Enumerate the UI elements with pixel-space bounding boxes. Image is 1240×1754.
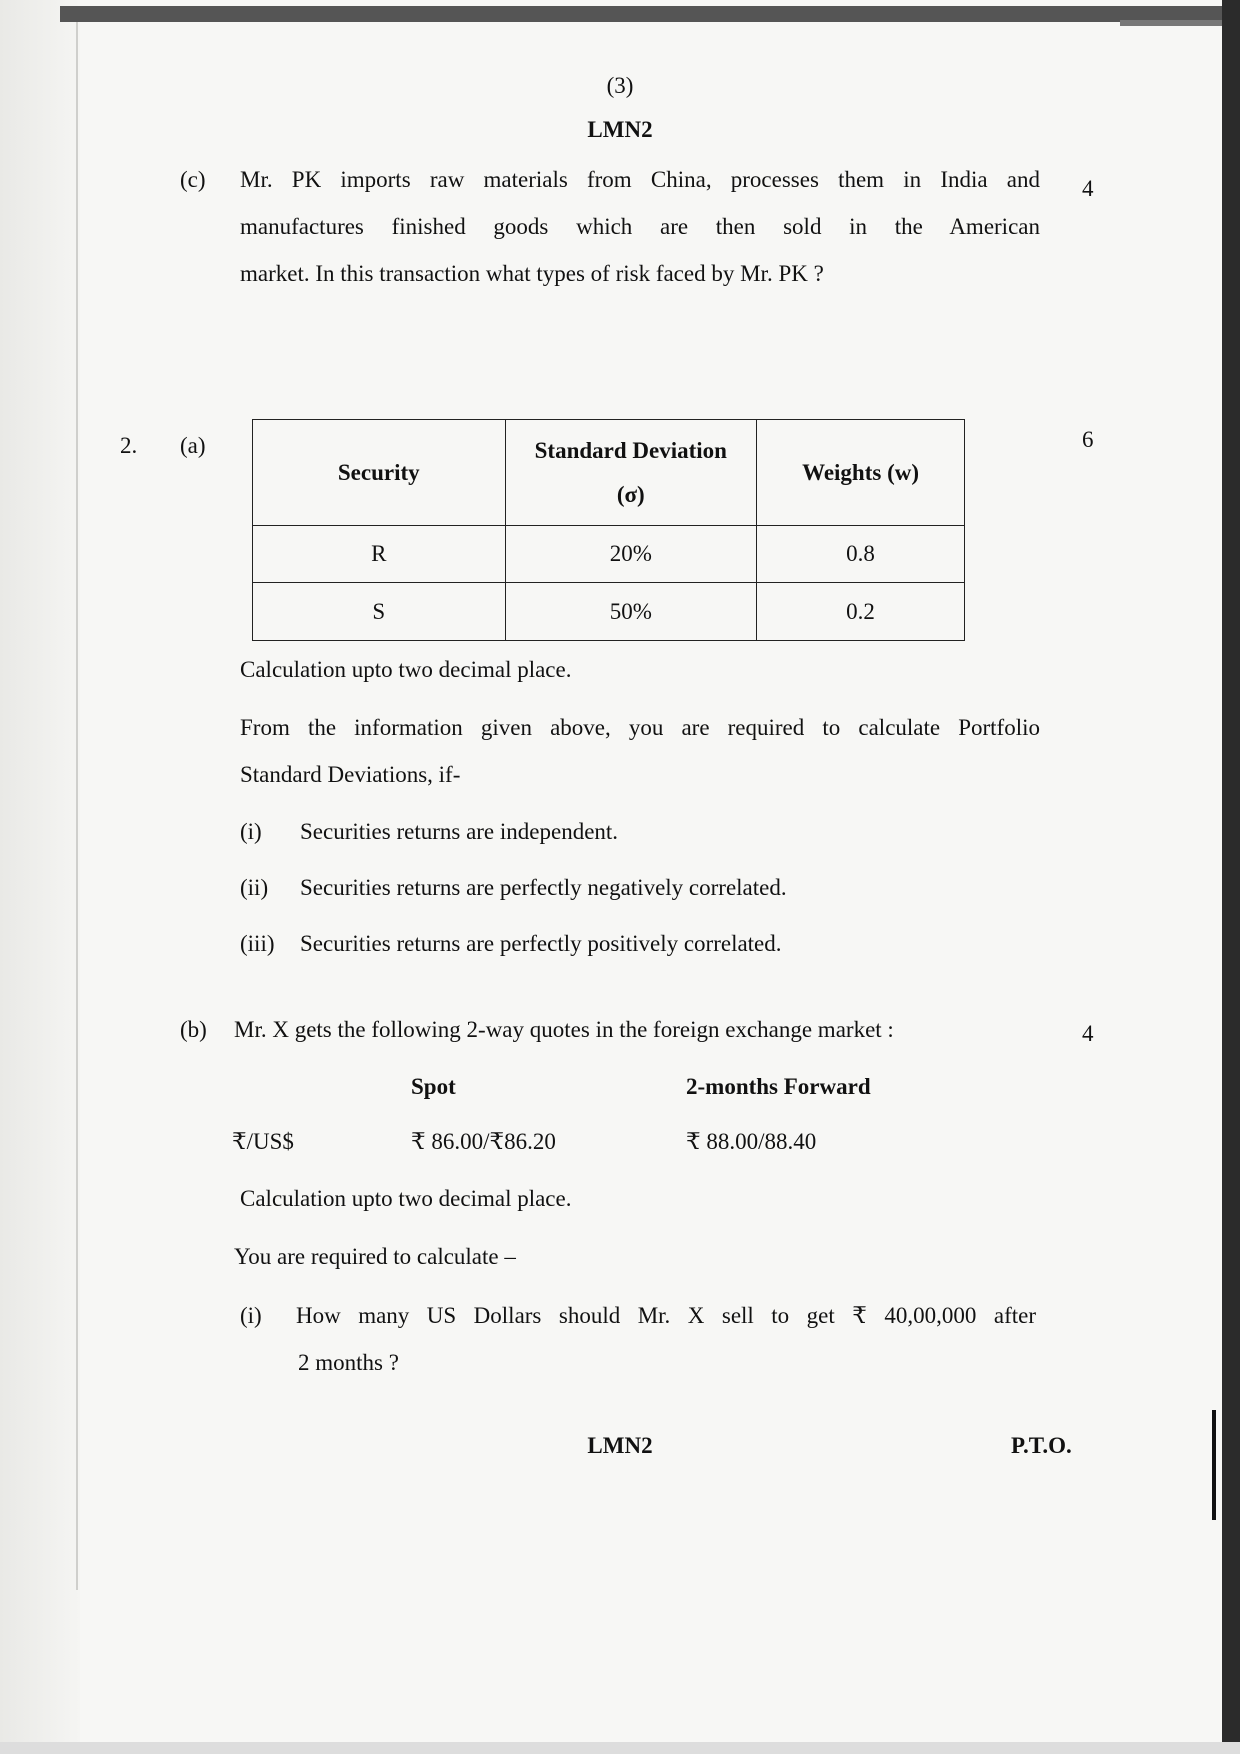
q2b-item-line-1: How many US Dollars should Mr. X sell to get ₹ 40,00,000 after: [296, 1303, 1036, 1328]
q2b-question: Mr. X gets the following 2-way quotes in the foreign exchange market :: [234, 1017, 894, 1042]
table-row: [253, 526, 965, 583]
cell-sd: 20%: [505, 526, 757, 583]
q2b-item-num: (i): [240, 1303, 262, 1328]
q1c-label: (c): [180, 167, 206, 192]
paper-code-footer: LMN2: [587, 1433, 653, 1458]
header-weights: Weights (w): [757, 420, 965, 526]
binding-rule: [76, 20, 78, 1590]
q1c-line-3: market. In this transaction what types of risk faced by Mr. PK ?: [240, 261, 824, 286]
q2b-note: Calculation upto two decimal place.: [240, 1186, 572, 1211]
cell-security: R: [253, 526, 506, 583]
q1c-line-1: Mr. PK imports raw materials from China, processes them in India and: [240, 167, 1040, 192]
q2a-item-num: (iii): [240, 931, 275, 956]
q2a-marks: 6: [1082, 427, 1094, 452]
scan-bottom-edge: [0, 1742, 1240, 1754]
q2a-instruction-line-1: From the information given above, you are required to calculate Portfolio: [240, 715, 1040, 740]
header-standard-deviation: Standard Deviation (σ): [505, 420, 757, 526]
cell-sd: 50%: [505, 583, 757, 641]
page-shadow-left: [0, 0, 80, 1754]
quote-header-forward: 2-months Forward: [686, 1074, 871, 1099]
q1c-line-2: manufactures finished goods which are then sold in the American: [240, 214, 1040, 239]
q2a-label: (a): [180, 433, 206, 458]
page-number: (3): [606, 73, 634, 98]
currency-pair: ₹/US$: [232, 1129, 294, 1154]
scan-right-edge: [1222, 0, 1240, 1754]
q2b-instruction: You are required to calculate –: [234, 1244, 516, 1269]
q2a-item-text: Securities returns are perfectly positively correlated.: [300, 931, 782, 956]
table-row: [253, 583, 965, 641]
q2a-item-num: (ii): [240, 875, 269, 900]
scan-top-edge: [60, 6, 1240, 22]
quote-header-spot: Spot: [411, 1074, 456, 1099]
q2a-note: Calculation upto two decimal place.: [240, 657, 572, 682]
cell-weight: 0.8: [757, 526, 965, 583]
header-security: Security: [253, 420, 506, 526]
paper-code-header: LMN2: [587, 117, 653, 142]
spot-quote: ₹ 86.00/₹86.20: [411, 1129, 556, 1154]
q2a-item-text: Securities returns are independent.: [300, 819, 619, 844]
q2b-label: (b): [180, 1017, 207, 1042]
q2b-marks: 4: [1082, 1021, 1094, 1046]
q2a-item-text: Securities returns are perfectly negatively correlated.: [300, 875, 787, 900]
page-turn-note: P.T.O.: [1011, 1433, 1072, 1458]
cell-security: S: [253, 583, 506, 641]
cell-weight: 0.2: [757, 583, 965, 641]
q2a-instruction-line-2: Standard Deviations, if-: [240, 762, 461, 787]
scan-right-mark: [1212, 1410, 1216, 1520]
q2a-item-num: (i): [240, 819, 262, 844]
q1c-marks: 4: [1082, 176, 1094, 201]
security-table: [252, 419, 965, 641]
q2b-item-line-2: 2 months ?: [298, 1350, 399, 1375]
q2-number: 2.: [120, 433, 138, 458]
table-header-row: [253, 420, 965, 526]
forward-quote: ₹ 88.00/88.40: [686, 1129, 817, 1154]
